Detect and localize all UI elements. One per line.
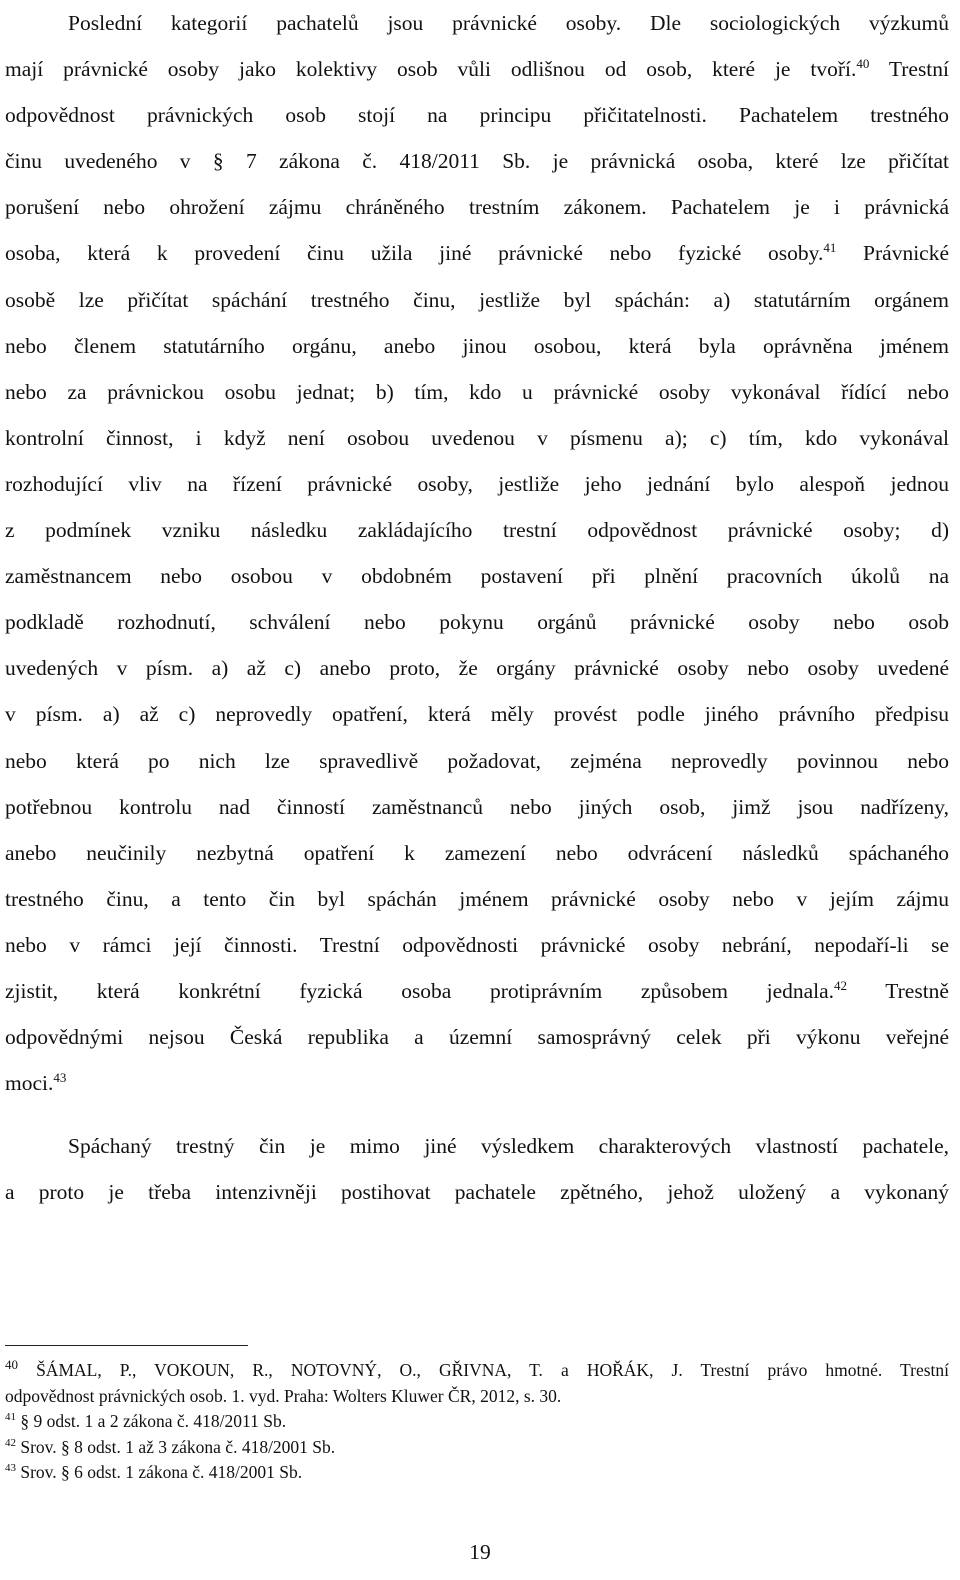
footnote-40-continuation: odpovědnost právnických osob. 1. vyd. Praha: Wolters Kluwer ČR, 2012, s. 30. bbox=[5, 1385, 562, 1406]
footnotes bbox=[5, 1358, 949, 1486]
text-line: nebo která po nich lze spravedlivě požadovat, zejména neprovedly povinnou nebo bbox=[5, 748, 949, 773]
text-line: odpovědnými nejsou Česká republika a územní samosprávný celek při výkonu veřejné bbox=[5, 1025, 949, 1050]
text-line: Spáchaný trestný čin je mimo jiné výsledkem charakterových vlastností pachatele, bbox=[68, 1134, 949, 1158]
text-line: zjistit, která konkrétní fyzická osoba protiprávním způsobem jednala.$^{42}$ Trestně bbox=[5, 977, 949, 1003]
text-line: Poslední kategorií pachatelů jsou právnické osoby. Dle sociologických výzkumů bbox=[68, 11, 949, 35]
paragraph-legal-persons bbox=[5, 0, 949, 1106]
footnote-number: 40 bbox=[5, 1357, 18, 1373]
text-line: v písm. a) až c) neprovedly opatření, která měly provést podle jiného právního předpisu bbox=[5, 702, 949, 727]
footnote-ref-40: 40 bbox=[856, 55, 870, 71]
text-line: uvedených v písm. a) až c) anebo proto, že orgány právnické osoby nebo osoby uvedené bbox=[5, 656, 949, 681]
text-line: nebo v rámci její činnosti. Trestní odpovědnosti právnické osoby nebrání, nepodaří-li se bbox=[5, 932, 949, 957]
footnote-42: $^{42}$ Srov. § 8 odst. 1 až 3 zákona č. 418/2001 Sb. bbox=[5, 1436, 336, 1457]
footnote-ref-42: 42 bbox=[834, 977, 848, 993]
footnote-40: $^{40}$ ŠÁMAL, P., VOKOUN, R., NOTOVNÝ, O., GŘIVNA, T. a HOŘÁK, J. Trestní právo hmotné. Trestní bbox=[5, 1357, 949, 1380]
text-line: nebo za právnickou osobu jednat; b) tím, kdo u právnické osoby vykonával řídící nebo bbox=[5, 379, 949, 404]
text-line: mají právnické osoby jako kolektivy osob vůli odlišnou od osob, které je tvoří.$^{40}$ Trestní bbox=[5, 55, 950, 82]
footnote-ref-41: 41 bbox=[823, 240, 837, 256]
text-line: porušení nebo ohrožení zájmu chráněného trestním zákonem. Pachatelem je i právnická bbox=[5, 195, 949, 220]
text-line: z podmínek vzniku následku zakládajícího trestní odpovědnost právnické osoby; d) bbox=[5, 518, 949, 543]
footnote-number: 41 bbox=[5, 1411, 16, 1424]
text-line: potřebnou kontrolu nad činností zaměstnanců nebo jiných osob, jimž jsou nadřízeny, bbox=[5, 794, 949, 819]
footnote-number: 42 bbox=[5, 1436, 16, 1449]
footnote-separator bbox=[5, 1345, 248, 1346]
footnote-number: 43 bbox=[5, 1462, 16, 1475]
paragraph-recidivists bbox=[5, 1123, 949, 1215]
text-line: podkladě rozhodnutí, schválení nebo pokynu orgánů právnické osoby nebo osob bbox=[5, 610, 949, 635]
text-line: činu uvedeného v § 7 zákona č. 418/2011 Sb. je právnická osoba, které lze přičítat bbox=[5, 149, 949, 174]
page-number: 19 bbox=[469, 1540, 491, 1564]
text-line: nebo členem statutárního orgánu, anebo jinou osobou, která byla oprávněna jménem bbox=[5, 333, 949, 358]
footnote-ref-43: 43 bbox=[53, 1070, 67, 1085]
text-line: kontrolní činnost, i když není osobou uvedenou v písmenu a); c) tím, kdo vykonával bbox=[5, 425, 949, 450]
text-line: anebo neučinily nezbytná opatření k zamezení nebo odvrácení následků spáchaného bbox=[5, 840, 949, 865]
text-line: moci.$^{43}$ bbox=[5, 1070, 67, 1096]
footnote-41: $^{41}$ § 9 odst. 1 a 2 zákona č. 418/2011 Sb. bbox=[5, 1411, 287, 1431]
text-line: a proto je třeba intenzivněji postihovat pachatele zpětného, jehož uložený a vykonaný bbox=[5, 1180, 949, 1204]
footnote-43: $^{43}$ Srov. § 6 odst. 1 zákona č. 418/2001 Sb. bbox=[5, 1462, 303, 1482]
text-line: zaměstnancem nebo osobou v obdobném postavení při plnění pracovních úkolů na bbox=[5, 564, 949, 589]
text-line: rozhodující vliv na řízení právnické osoby, jestliže jeho jednání bylo alespoň jednou bbox=[5, 471, 949, 496]
text-line: osoba, která k provedení činu užila jiné právnické nebo fyzické osoby.$^{41}$ Právnické bbox=[5, 240, 950, 266]
text-line: odpovědnost právnických osob stojí na principu přičitatelnosti. Pachatelem trestného bbox=[5, 103, 949, 128]
text-line: osobě lze přičítat spáchání trestného činu, jestliže byl spáchán: a) statutárním orgánem bbox=[5, 287, 949, 312]
text-line: trestného činu, a tento čin byl spáchán jménem právnické osoby nebo v jejím zájmu bbox=[5, 886, 949, 911]
